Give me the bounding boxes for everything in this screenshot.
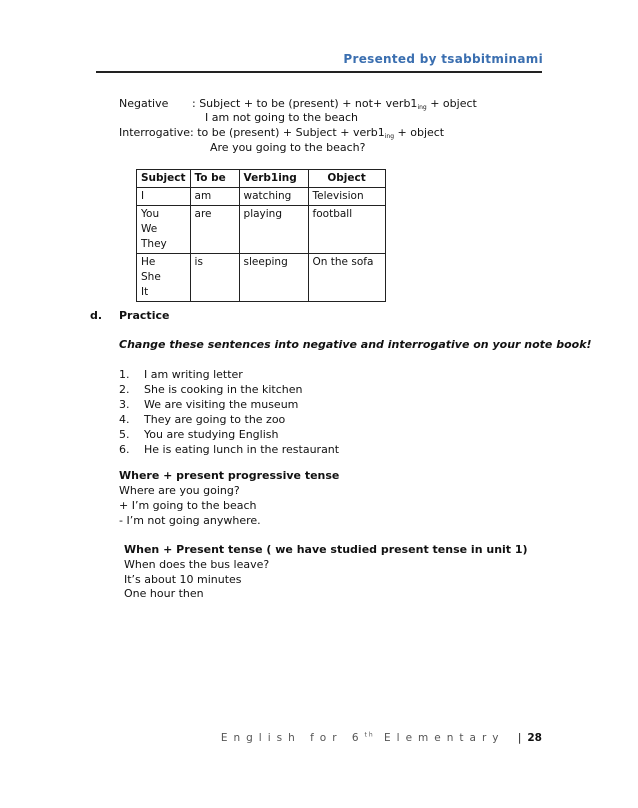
when-heading: When + Present tense ( we have studied present tense in unit 1)	[124, 543, 528, 556]
where-line: + I’m going to the beach	[119, 499, 257, 512]
page-number: 28	[527, 731, 542, 744]
when-line: It’s about 10 minutes	[124, 573, 242, 586]
table-cell: are	[190, 206, 239, 254]
table-header-cell: Object	[308, 170, 385, 188]
list-item: 6. He is eating lunch in the restaurant	[119, 443, 340, 456]
table-cell: He She It	[137, 254, 191, 302]
header-rule	[96, 71, 542, 73]
table-cell: Television	[308, 188, 385, 206]
interrogative-label: Interrogative:	[119, 126, 194, 139]
table-row	[137, 254, 386, 302]
negative-formula: : Subject + to be (present) + $not+ verb1_{ing}$ + object	[192, 97, 477, 111]
table-header-cell: Subject	[137, 170, 191, 188]
table-header-row	[137, 170, 386, 188]
list-item: 2. She is cooking in the kitchen	[119, 383, 303, 396]
table-cell: football	[308, 206, 385, 254]
table-cell: I	[137, 188, 191, 206]
table-cell: is	[190, 254, 239, 302]
where-line: Where are you going?	[119, 484, 240, 497]
interrogative-formula: Interrogative: to be (present) + Subject + $verb1_{ing}$ + object	[119, 126, 445, 140]
negative-example: I am not going to the beach	[205, 111, 359, 124]
practice-instruction: Change these sentences into negative and interrogative on your note book!	[119, 338, 592, 351]
practice-title: Practice	[119, 309, 170, 322]
where-line: - I’m not going anywhere.	[119, 514, 261, 527]
list-item: 1. I am writing letter	[119, 368, 243, 381]
where-heading: Where + present progressive tense	[119, 469, 340, 482]
negative-label: Negative	[119, 97, 169, 110]
table-header-cell: To be	[190, 170, 239, 188]
footer-book-title: English for 6th Elementary	[220, 731, 505, 744]
grammar-table	[136, 169, 386, 302]
table-row	[137, 206, 386, 254]
list-item: 3. We are visiting the museum	[119, 398, 299, 411]
list-item: 5. You are studying English	[119, 428, 279, 441]
table-row	[137, 188, 386, 206]
presenter-header: Presented by tsabbitminami	[343, 52, 543, 66]
footer-separator: |	[517, 731, 522, 744]
interrogative-example: Are you going to the beach?	[210, 141, 366, 154]
table-cell: sleeping	[239, 254, 308, 302]
table-cell: On the sofa	[308, 254, 385, 302]
list-item: 4. They are going to the zoo	[119, 413, 286, 426]
table-cell: watching	[239, 188, 308, 206]
table-cell: You We They	[137, 206, 191, 254]
section-marker: d.	[90, 309, 103, 322]
practice-list	[119, 368, 419, 458]
when-line: When does the bus leave?	[124, 558, 270, 571]
table-header-cell: Verb1ing	[239, 170, 308, 188]
when-line: One hour then	[124, 587, 204, 600]
page-footer	[221, 731, 542, 744]
table-cell: am	[190, 188, 239, 206]
table-cell: playing	[239, 206, 308, 254]
